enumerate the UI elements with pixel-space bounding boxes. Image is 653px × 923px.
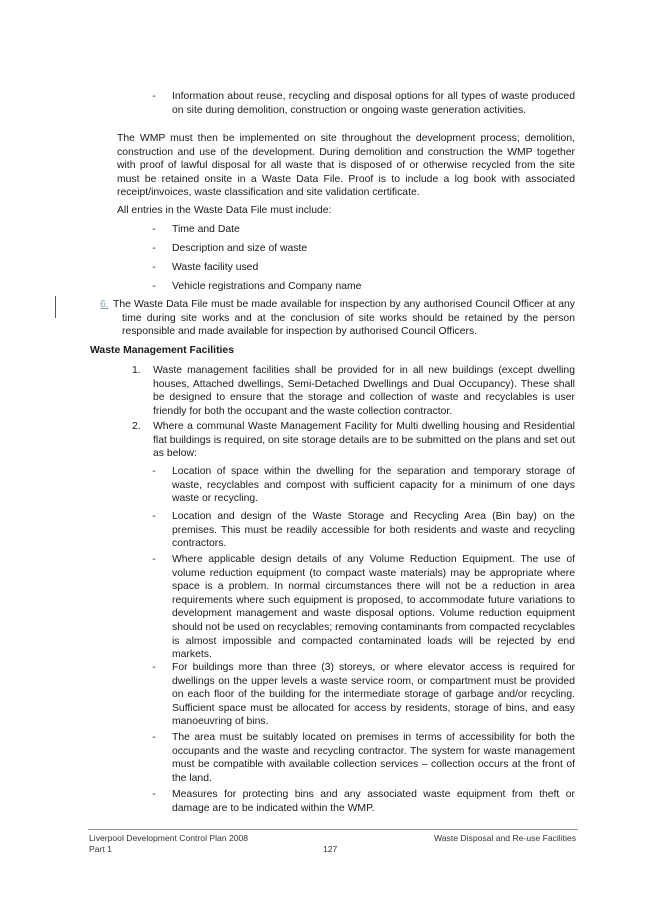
revision-change-bar xyxy=(55,296,56,318)
footer-rule xyxy=(88,829,578,830)
numbered-item xyxy=(132,364,577,420)
list-item-text: Vehicle registrations and Company name xyxy=(172,281,362,292)
list-item xyxy=(150,553,578,663)
bullet-marker: - xyxy=(152,91,156,102)
bullet-marker: - xyxy=(152,466,156,477)
bullet-marker: - xyxy=(152,662,156,673)
bullet-marker: - xyxy=(152,511,156,522)
numbered-item-text: Waste management facilities shall be provided for in all new buildings (except dwelling houses, Attached dwellings, Semi-Detached Dwellings and Dual Occupancy). These shall be designed to ensure that the storage and collection of waste and recyclables is user friendly for both the occupant and the waste collection contractor. xyxy=(153,365,575,417)
list-item xyxy=(150,510,578,552)
list-item-text: Description and size of waste xyxy=(172,243,308,254)
bullet-marker: - xyxy=(152,732,156,743)
list-item xyxy=(150,465,578,507)
numbered-item xyxy=(132,420,577,462)
item-6-number: 6. xyxy=(100,299,109,310)
footer-left-title: Liverpool Development Control Plan 2008 xyxy=(89,833,249,843)
list-item xyxy=(150,731,578,787)
paragraph-entries-intro: All entries in the Waste Data File must include: xyxy=(117,205,332,216)
list-item-text: Time and Date xyxy=(172,224,240,235)
footer-left-part: Part 1 xyxy=(89,844,112,854)
footer-page-number: 127 xyxy=(323,844,338,854)
bullet-marker: - xyxy=(152,789,156,800)
bullet-marker: - xyxy=(152,243,156,254)
item-number: 2. xyxy=(132,421,141,432)
bullet-marker: - xyxy=(152,554,156,565)
list-item xyxy=(150,788,578,818)
list-item-text: Where applicable design details of any Volume Reduction Equipment. The use of volume reduction equipment (to compact waste materials) may be appropriate where space is a problem. In normal circumstances there will not be a reduction in area requirements where such equipment is proposed, to accommodate future variations to development management and waste disposal options. Volume reduction equipment should not be used on recyclables; removing contaminants from compacted recyclables is almost impossible and compacted contaminated loads will be rejected by end markets. xyxy=(172,554,575,661)
numbered-item-text: Where a communal Waste Management Facility for Multi dwelling housing and Residential flat buildings is required, on site storage details are to be submitted on the plans and set out as below: xyxy=(153,421,575,460)
list-item xyxy=(150,90,580,130)
item-6-text: The Waste Data File must be made available for inspection by any authorised Council Officer at any time during site works and at the conclusion of site works should be retained by the person responsible and made available for inspection by authorised Council Officers. xyxy=(113,299,575,338)
list-item-text: Location and design of the Waste Storage and Recycling Area (Bin bay) on the premises. This must be readily accessible for both residents and waste and recycling contractors. xyxy=(172,511,575,550)
list-item-text: For buildings more than three (3) storeys, or where elevator access is required for dwellings on the upper levels a waste service room, or compartment must be provided on each floor of the building for the intermediate storage of garbage and/or recycling. Sufficient space must be allocated for access by residents, storage of bins, and easy manoeuvring of bins. xyxy=(172,662,575,728)
list-item-text: Information about reuse, recycling and disposal options for all types of waste produced on site during demolition, construction or ongoing waste generation activities. xyxy=(172,91,575,116)
list-item xyxy=(150,661,578,728)
paragraph-wmp: The WMP must then be implemented on site throughout the development process; demolition, construction and use of the development. During demolition and construction the WMP together with proof of lawful disposal for all waste that is disposed of or otherwise recycled from the site must be retained onsite in a Waste Data File. Proof is to include a log book with associated receipt/invoices, waste classification and site validation certificate. xyxy=(117,133,575,199)
list-item-text: Location of space within the dwelling for the separation and temporary storage of waste, recyclables and compost with sufficient capacity for a minimum of one days waste or recycling. xyxy=(172,466,575,505)
item-number: 1. xyxy=(132,365,141,376)
list-item-text: The area must be suitably located on premises in terms of accessibility for both the occupants and the waste and recycling contractor. The system for waste management must be compatible with available collection services – collection occurs at the front of the land. xyxy=(172,732,575,784)
list-item xyxy=(150,261,580,275)
bullet-marker: - xyxy=(152,262,156,273)
section-heading: Waste Management Facilities xyxy=(90,345,234,356)
footer-right-title: Waste Disposal and Re-use Facilities xyxy=(433,833,576,843)
list-item xyxy=(150,242,580,256)
list-item xyxy=(150,223,580,237)
list-item-text: Measures for protecting bins and any associated waste equipment from theft or damage are to be indicated within the WMP. xyxy=(172,789,575,814)
bullet-marker: - xyxy=(152,224,156,235)
bullet-marker: - xyxy=(152,281,156,292)
list-item xyxy=(150,280,580,294)
list-item-text: Waste facility used xyxy=(172,262,259,273)
